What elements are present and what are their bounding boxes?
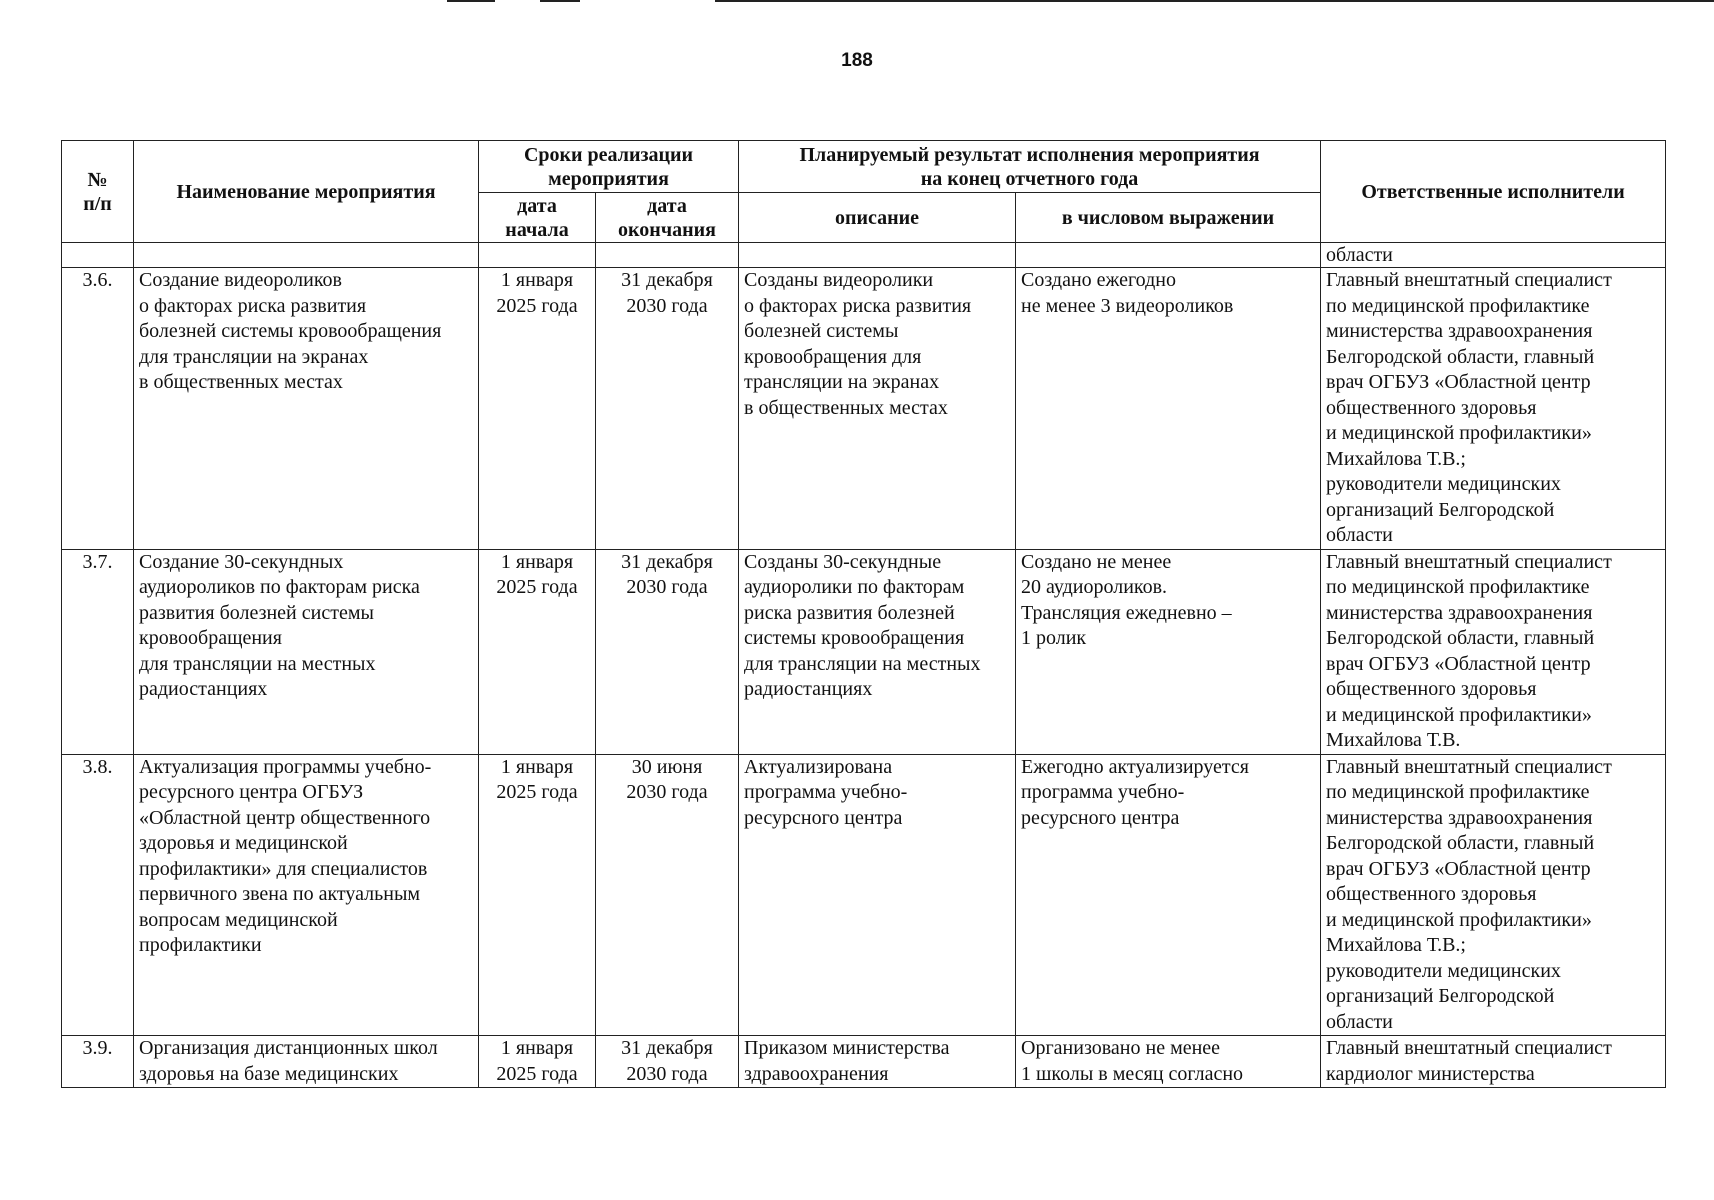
cell-responsible: Главный внештатный специалист по медицинской профилактике министерства здравоохранения Белгородской области, главный врач ОГБУЗ «Областной центр общественного здоровья и медицинской профилактики» Михайлова Т.В.; руководители медицинских организаций Белгородской области: [1321, 754, 1666, 1036]
cell-numeric: Создано не менее 20 аудиороликов. Трансляция ежедневно – 1 ролик: [1016, 549, 1321, 754]
cell-start: 1 января 2025 года: [479, 754, 596, 1036]
cell-responsible: Главный внештатный специалист кардиолог министерства: [1321, 1036, 1666, 1088]
top-rule-1: [447, 0, 495, 2]
cell-name: Актуализация программы учебно- ресурсного центра ОГБУЗ «Областной центр общественного здоровья и медицинской профилактики» для специалистов первичного звена по актуальным вопросам медицинской профилактики: [134, 754, 479, 1036]
cell-name: Организация дистанционных школ здоровья на базе медицинских: [134, 1036, 479, 1088]
table-row: [62, 1036, 1666, 1088]
header-date-end: дата окончания: [596, 193, 739, 243]
table-row: [62, 268, 1666, 550]
cell-num: 3.8.: [62, 754, 134, 1036]
header-name: Наименование мероприятия: [134, 141, 479, 243]
cell-start: 1 января 2025 года: [479, 1036, 596, 1088]
cell-empty: [62, 243, 134, 268]
cell-name: Создание 30-секундных аудиороликов по факторам риска развития болезней системы кровообращения для трансляции на местных радиостанциях: [134, 549, 479, 754]
activities-table: [61, 140, 1666, 1088]
table-row-continuation: [62, 243, 1666, 268]
header-date-start: дата начала: [479, 193, 596, 243]
header-dates-group: Сроки реализации мероприятия: [479, 141, 739, 193]
cell-end: 31 декабря 2030 года: [596, 268, 739, 550]
cell-start: 1 января 2025 года: [479, 549, 596, 754]
cell-empty: [1016, 243, 1321, 268]
cell-num: 3.7.: [62, 549, 134, 754]
cell-description: Созданы 30-секундные аудиоролики по факторам риска развития болезней системы кровообращения для трансляции на местных радиостанциях: [739, 549, 1016, 754]
cell-start: 1 января 2025 года: [479, 268, 596, 550]
cell-empty: [739, 243, 1016, 268]
cell-numeric: Организовано не менее 1 школы в месяц согласно: [1016, 1036, 1321, 1088]
table-row: [62, 549, 1666, 754]
cell-responsible: Главный внештатный специалист по медицинской профилактике министерства здравоохранения Белгородской области, главный врач ОГБУЗ «Областной центр общественного здоровья и медицинской профилактики» Михайлова Т.В.: [1321, 549, 1666, 754]
header-num: № п/п: [62, 141, 134, 243]
cell-numeric: Ежегодно актуализируется программа учебно- ресурсного центра: [1016, 754, 1321, 1036]
top-rule-2: [540, 0, 580, 2]
cell-empty: [479, 243, 596, 268]
header-result-group: Планируемый результат исполнения мероприятия на конец отчетного года: [739, 141, 1321, 193]
top-rule-3: [715, 0, 1714, 2]
cell-description: Приказом министерства здравоохранения: [739, 1036, 1016, 1088]
cell-end: 31 декабря 2030 года: [596, 549, 739, 754]
cell-empty: [134, 243, 479, 268]
header-description: описание: [739, 193, 1016, 243]
cell-description: Актуализирована программа учебно- ресурсного центра: [739, 754, 1016, 1036]
cell-end: 30 июня 2030 года: [596, 754, 739, 1036]
cell-num: 3.9.: [62, 1036, 134, 1088]
header-responsible: Ответственные исполнители: [1321, 141, 1666, 243]
cell-empty: [596, 243, 739, 268]
cell-end: 31 декабря 2030 года: [596, 1036, 739, 1088]
cell-responsible: Главный внештатный специалист по медицинской профилактике министерства здравоохранения Белгородской области, главный врач ОГБУЗ «Областной центр общественного здоровья и медицинской профилактики» Михайлова Т.В.; руководители медицинских организаций Белгородской области: [1321, 268, 1666, 550]
table-row: [62, 754, 1666, 1036]
cell-description: Созданы видеоролики о факторах риска развития болезней системы кровообращения для трансляции на экранах в общественных местах: [739, 268, 1016, 550]
cell-num: 3.6.: [62, 268, 134, 550]
cell-numeric: Создано ежегодно не менее 3 видеороликов: [1016, 268, 1321, 550]
cell-responsible-continuation: области: [1321, 243, 1666, 268]
page-number: 188: [841, 50, 873, 71]
cell-name: Создание видеороликов о факторах риска развития болезней системы кровообращения для трансляции на экранах в общественных местах: [134, 268, 479, 550]
header-numeric: в числовом выражении: [1016, 193, 1321, 243]
